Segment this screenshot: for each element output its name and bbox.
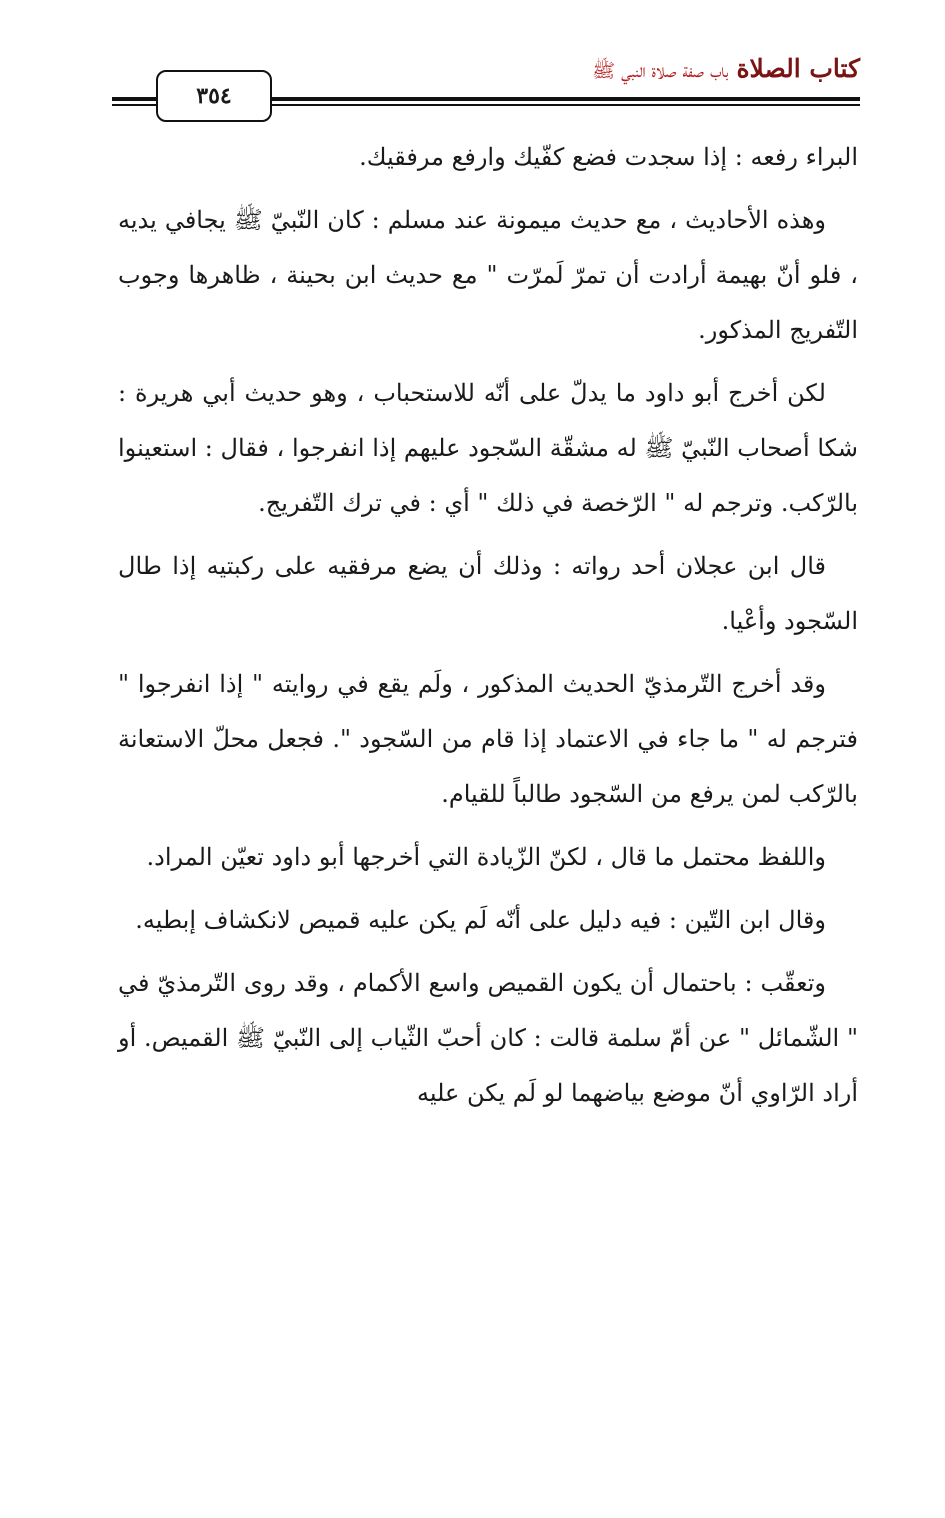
paragraph-8: وتعقّب : باحتمال أن يكون القميص واسع الأكمام ، وقد روى التّرمذيّ في " الشّمائل " عن أمّ سلمة قالت : كان أحبّ الثّياب إلى النّبيّ ﷺ القميص. أو أراد الرّاوي أنّ موضع بياضهما لو لَم يكن عليه	[118, 969, 858, 1107]
chapter-title: باب صفة صلاة النبي ﷺ	[592, 60, 729, 82]
paragraph-6: واللفظ محتمل ما قال ، لكنّ الزّيادة التي أخرجها أبو داود تعيّن المراد.	[146, 843, 826, 871]
paragraph-1: البراء رفعه : إذا سجدت فضع كفّيك وارفع مرفقيك.	[359, 143, 858, 171]
paragraph-5: وقد أخرج التّرمذيّ الحديث المذكور ، ولَم يقع في روايته " إذا انفرجوا " فترجم له " ما جاء في الاعتماد إذا قام من السّجود ". فجعل محلّ الاستعانة بالرّكب لمن يرفع من السّجود طالباً للقيام.	[118, 670, 858, 808]
page-number: ٣٥٤	[156, 70, 272, 122]
page-body	[118, 130, 858, 1129]
paragraph-3: لكن أخرج أبو داود ما يدلّ على أنّه للاستحباب ، وهو حديث أبي هريرة : شكا أصحاب النّبيّ ﷺ له مشقّة السّجود عليهم إذا انفرجوا ، فقال : استعينوا بالرّكب. وترجم له " الرّخصة في ذلك " أي : في ترك التّفريج.	[118, 379, 858, 517]
paragraph-2: وهذه الأحاديث ، مع حديث ميمونة عند مسلم : كان النّبيّ ﷺ يجافي يديه ، فلو أنّ بهيمة أرادت أن تمرّ لَمرّت " مع حديث ابن بحينة ، ظاهرها وجوب التّفريج المذكور.	[118, 206, 858, 344]
paragraph-4: قال ابن عجلان أحد رواته : وذلك أن يضع مرفقيه على ركبتيه إذا طال السّجود وأعْيا.	[118, 552, 858, 635]
running-title	[592, 54, 860, 87]
book-title: كتاب الصلاة	[736, 54, 860, 83]
paragraph-7: وقال ابن التّين : فيه دليل على أنّه لَم يكن عليه قميص لانكشاف إبطيه.	[135, 906, 826, 934]
page-header	[112, 48, 860, 124]
